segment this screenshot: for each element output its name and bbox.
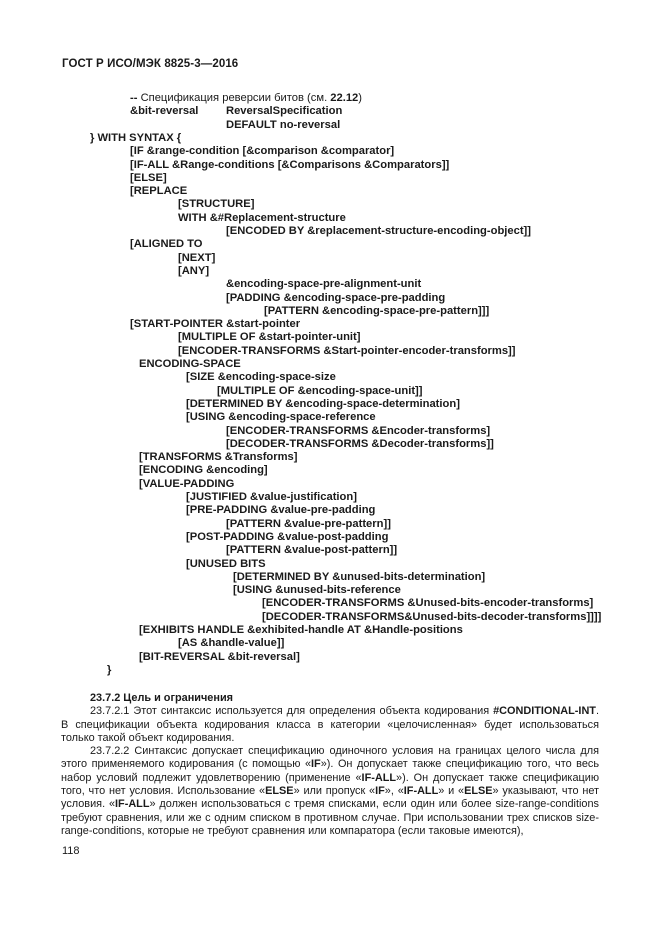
code-line [186, 371, 336, 384]
code-text: } [107, 663, 112, 676]
code-text: &encoding-space-pre-alignment-unit [226, 278, 422, 291]
code-text: [PATTERN &value-pre-pattern]] [226, 517, 391, 530]
code-line [178, 252, 215, 265]
code-line [178, 212, 346, 225]
code-line [130, 105, 343, 118]
code-text: [ENCODER-TRANSFORMS &Unused-bits-encoder-transforms] [262, 597, 594, 610]
paragraph-text: »). Он допускает также спецификацию того, что весь набор условий подлежит удовлетворению (применение « [61, 758, 599, 784]
code-text: WITH &#Replacement-structure [178, 211, 346, 224]
code-text: [BIT-REVERSAL &bit-reversal] [139, 650, 300, 663]
code-line [139, 464, 268, 477]
code-text: [ANY] [178, 264, 210, 277]
keyword-text: ELSE [464, 785, 493, 798]
code-text: &bit-reversal [130, 105, 199, 118]
code-fragment: -- [130, 92, 141, 104]
keyword-text: #CONDITIONAL-INT [493, 705, 596, 718]
code-text: [PADDING &encoding-space-pre-padding [226, 291, 446, 304]
code-line [130, 145, 394, 158]
paragraph-text: » должен использоваться с тремя списками, если один или более size-range-conditions требуют сравнения, или же с одним списком в противном случае. При использовании трех списков size-range-conditions, которые не требуют сравнения или компаратора (если таковые имеются), [61, 798, 599, 837]
code-line [139, 624, 463, 637]
code-line [186, 504, 375, 517]
code-line [186, 558, 266, 571]
code-text: [DETERMINED BY &unused-bits-determination] [233, 570, 486, 583]
code-fragment: Спецификация реверсии битов (см. [140, 92, 331, 104]
code-line [186, 491, 357, 504]
paragraph-text: 23.7.2.1 Этот синтаксис используется для определения объекта кодирования [90, 705, 494, 718]
paragraph-text: 23.7.2.2 Синтаксис допускает спецификацию одиночного условия на границах целого числа для этого применяемого кодирования (с помощью « [61, 745, 599, 771]
code-text: [UNUSED BITS [186, 557, 266, 570]
code-line [139, 651, 300, 664]
code-line [139, 358, 241, 371]
code-line [130, 185, 187, 198]
paragraph-text: »). Он допускает также спецификацию того, что нет условия. Использование « [61, 771, 599, 798]
paragraph-23-7-2-1 [61, 705, 599, 745]
code-line [178, 331, 361, 344]
code-line [186, 398, 460, 411]
code-text: [IF &range-condition [&comparison &comparator] [130, 145, 395, 158]
paragraph-text: » и « [438, 785, 465, 798]
code-type: ReversalSpecification [226, 105, 343, 118]
code-text: [ENCODER-TRANSFORMS &Start-pointer-encoder-transforms]] [178, 344, 516, 357]
code-text: [MULTIPLE OF &encoding-space-unit]] [217, 384, 423, 397]
code-line [186, 411, 376, 424]
keyword-text: IF-ALL [115, 798, 150, 811]
code-text: [MULTIPLE OF &start-pointer-unit] [178, 331, 361, 344]
paragraph-text: . В спецификации объекта кодирования класса в категории «целочисленная» будет использоваться только такой объект кодирования. [61, 705, 599, 744]
code-text: [ENCODER-TRANSFORMS &Encoder-transforms] [226, 424, 491, 437]
code-line [226, 278, 421, 291]
paragraph-text: » или пропуск « [293, 785, 376, 798]
code-text: [DETERMINED BY &encoding-space-determination] [186, 397, 460, 410]
keyword-text: IF-ALL [403, 785, 439, 798]
code-line [226, 225, 531, 238]
code-line [186, 531, 388, 544]
code-line [178, 637, 284, 650]
code-text: ENCODING-SPACE [139, 358, 241, 370]
code-text: [EXHIBITS HANDLE &exhibited-handle AT &Handle-positions [139, 624, 463, 636]
code-line [226, 518, 391, 531]
code-line [178, 198, 254, 211]
code-line [226, 425, 490, 438]
section-body [61, 692, 600, 838]
code-line [130, 238, 203, 251]
code-text: [USING &unused-bits-reference [233, 584, 401, 597]
code-line [233, 584, 401, 597]
code-fragment: ) [358, 92, 363, 104]
code-text: [PRE-PADDING &value-pre-padding [186, 504, 376, 517]
code-text: [JUSTIFIED &value-justification] [186, 491, 357, 503]
paragraph-text: », « [384, 785, 404, 798]
code-line [226, 544, 397, 557]
code-line [139, 451, 298, 464]
code-text: [DECODER-TRANSFORMS &Decoder-transforms]] [226, 437, 494, 450]
code-line [130, 318, 300, 331]
code-line [90, 132, 181, 145]
code-text: [PATTERN &value-post-pattern]] [226, 544, 398, 557]
paragraph-text: » указывают, что нет условия. « [61, 785, 600, 811]
code-line [226, 119, 340, 132]
code-line [262, 597, 593, 610]
code-text: [ELSE] [130, 171, 167, 184]
code-line [264, 305, 489, 318]
code-line [139, 478, 234, 491]
code-text: [USING &encoding-space-reference [186, 411, 376, 424]
code-text: [REPLACE [130, 185, 188, 198]
code-text: [VALUE-PADDING [139, 477, 235, 490]
code-text: [ENCODING &encoding] [139, 464, 268, 477]
code-line [130, 172, 167, 185]
page-header: ГОСТ Р ИСО/МЭК 8825-3—2016 [62, 58, 239, 70]
code-line [130, 92, 362, 105]
code-text: DEFAULT no-reversal [226, 118, 341, 131]
code-text: [ALIGNED TO [130, 238, 203, 251]
code-text: [ENCODED BY &replacement-structure-encoding-object]] [226, 225, 532, 237]
keyword-text: IF [311, 758, 321, 771]
code-text: [NEXT] [178, 251, 216, 264]
section-heading: 23.7.2 Цель и ограничения [90, 692, 233, 704]
code-fragment: 22.12 [330, 92, 359, 104]
code-text: [AS &handle-value]] [178, 637, 285, 650]
code-line [226, 292, 445, 305]
code-text: [SIZE &encoding-space-size [186, 371, 336, 384]
code-line [107, 664, 111, 677]
code-line [233, 571, 485, 584]
code-text: [PATTERN &encoding-space-pre-pattern]]] [264, 304, 490, 317]
keyword-text: IF [375, 785, 385, 798]
code-text: [DECODER-TRANSFORMS&Unused-bits-decoder-transforms]]]] [262, 610, 602, 623]
code-text: [STRUCTURE] [178, 198, 255, 211]
keyword-text: ELSE [265, 785, 294, 798]
page-number: 118 [62, 845, 80, 857]
code-text: [IF-ALL &Range-conditions [&Comparisons &Comparators]] [130, 158, 450, 171]
code-line [178, 345, 516, 358]
code-line [130, 159, 449, 172]
code-line [217, 385, 423, 398]
code-text: [START-POINTER &start-pointer [130, 318, 301, 331]
code-line [262, 611, 601, 624]
code-text: [TRANSFORMS &Transforms] [139, 451, 298, 464]
code-line [226, 438, 494, 451]
code-text: } WITH SYNTAX { [90, 131, 182, 144]
code-text: [POST-PADDING &value-post-padding [186, 530, 389, 543]
code-line [178, 265, 209, 278]
paragraph-23-7-2-2 [61, 745, 599, 838]
keyword-text: IF-ALL [361, 771, 397, 784]
